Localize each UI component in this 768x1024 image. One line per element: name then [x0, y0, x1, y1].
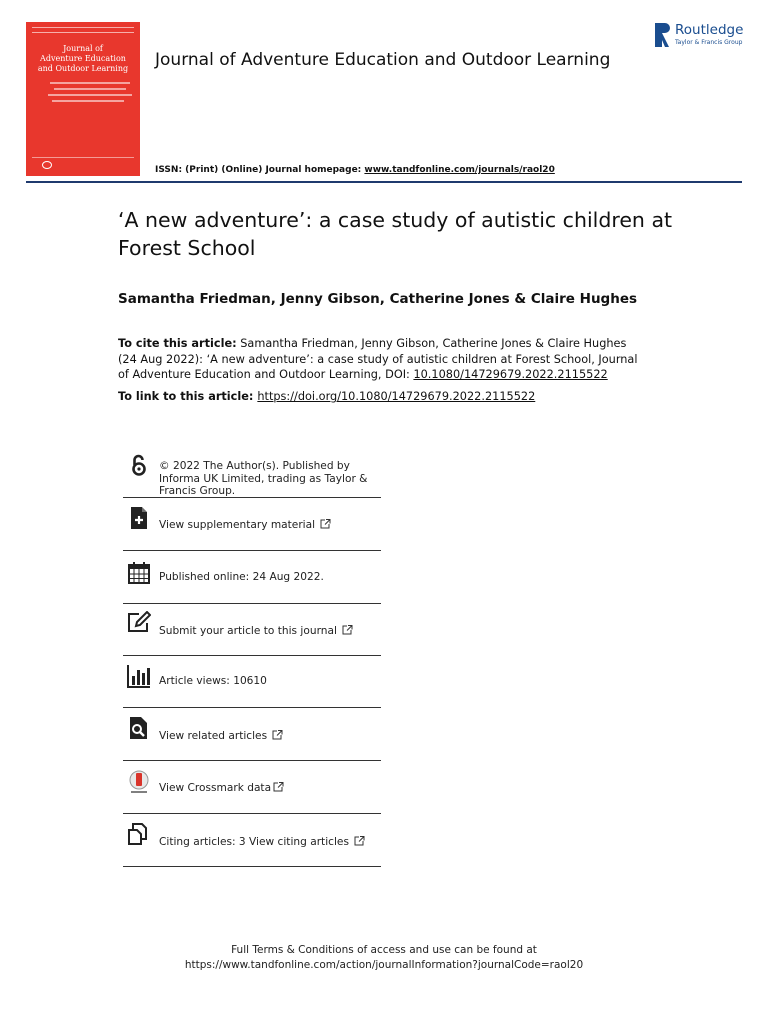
publisher-subtitle: Taylor & Francis Group	[675, 39, 743, 46]
header-divider	[26, 181, 742, 183]
journal-title: Journal of Adventure Education and Outdoor Learning	[155, 50, 611, 70]
cover-title-line: Adventure Education	[40, 54, 126, 63]
supplementary-row[interactable]	[123, 498, 381, 551]
edit-icon	[127, 611, 151, 635]
external-link-icon	[320, 519, 331, 529]
cite-text: Samantha Friedman, Jenny Gibson, Catherine Jones & Claire Hughes (24 Aug 2022): ‘A new adventure’: a case study of autistic children at Forest School, Journal of Adventure Education and Outdoor Learning, DOI:	[118, 337, 638, 381]
citation-block	[118, 336, 638, 383]
citing-row[interactable]	[123, 814, 381, 867]
supplementary-link[interactable]	[159, 519, 331, 532]
cover-title	[26, 44, 140, 74]
crossmark-row[interactable]	[123, 761, 381, 814]
views-row	[123, 656, 381, 708]
crossmark-icon	[127, 770, 151, 794]
open-access-row	[123, 452, 381, 498]
routledge-logo-icon	[654, 22, 670, 48]
submit-label: Submit your article to this journal	[159, 625, 337, 637]
open-access-text: © 2022 The Author(s). Published by Informa UK Limited, trading as Taylor & Francis Group.	[159, 460, 368, 497]
bar-chart-icon	[127, 664, 151, 688]
publisher-name: Routledge	[675, 22, 744, 38]
link-label: To link to this article:	[118, 390, 258, 403]
terms-line: Full Terms & Conditions of access and use can be found at	[231, 944, 537, 956]
related-label: View related articles	[159, 730, 268, 742]
citing-link[interactable]	[159, 836, 365, 849]
crossmark-link[interactable]	[159, 782, 284, 795]
published-date: Published online: 24 Aug 2022.	[159, 571, 324, 583]
download-document-icon	[127, 506, 151, 530]
external-link-icon	[354, 836, 365, 846]
journal-cover	[26, 22, 140, 176]
related-link[interactable]	[159, 730, 283, 743]
related-row[interactable]	[123, 708, 381, 761]
search-document-icon	[127, 716, 151, 740]
external-link-icon	[273, 782, 284, 792]
cover-title-line: Journal of	[63, 44, 103, 53]
article-link-line	[118, 390, 535, 403]
article-doi-url[interactable]: https://doi.org/10.1080/14729679.2022.2115522	[257, 390, 536, 403]
cover-footer	[32, 157, 134, 170]
external-link-icon	[342, 625, 353, 635]
cover-rule	[32, 27, 134, 33]
doi-link[interactable]: 10.1080/14729679.2022.2115522	[413, 368, 608, 381]
terms-footer	[0, 943, 768, 973]
citations-icon	[127, 822, 151, 846]
crossmark-label: View Crossmark data	[159, 782, 272, 794]
cover-text-line	[50, 82, 130, 84]
external-link-icon	[272, 730, 283, 740]
cover-text-line	[52, 100, 124, 102]
cover-text-line	[48, 94, 132, 96]
cover-title-line: and Outdoor Learning	[37, 64, 129, 73]
journal-homepage-link[interactable]: www.tandfonline.com/journals/raol20	[364, 165, 555, 175]
open-access-icon	[127, 454, 151, 478]
cover-text-line	[54, 88, 126, 90]
article-title: ‘A new adventure’: a case study of autistic children at Forest School	[118, 208, 673, 260]
citing-label: Citing articles: 3 View citing articles	[159, 836, 349, 848]
publisher-logo[interactable]	[654, 22, 748, 50]
issn-line	[155, 165, 555, 175]
article-authors: Samantha Friedman, Jenny Gibson, Catherine Jones & Claire Hughes	[118, 291, 638, 307]
calendar-icon	[127, 561, 151, 585]
submit-row[interactable]	[123, 604, 381, 656]
supplementary-label: View supplementary material	[159, 519, 316, 531]
article-views: Article views: 10610	[159, 675, 267, 687]
published-row	[123, 551, 381, 604]
article-info-panel	[123, 452, 381, 867]
submit-link[interactable]	[159, 625, 353, 638]
issn-label: ISSN: (Print) (Online) Journal homepage:	[155, 165, 365, 175]
terms-url[interactable]: https://www.tandfonline.com/action/journalInformation?journalCode=raol20	[184, 959, 584, 971]
cite-label: To cite this article:	[118, 337, 237, 350]
